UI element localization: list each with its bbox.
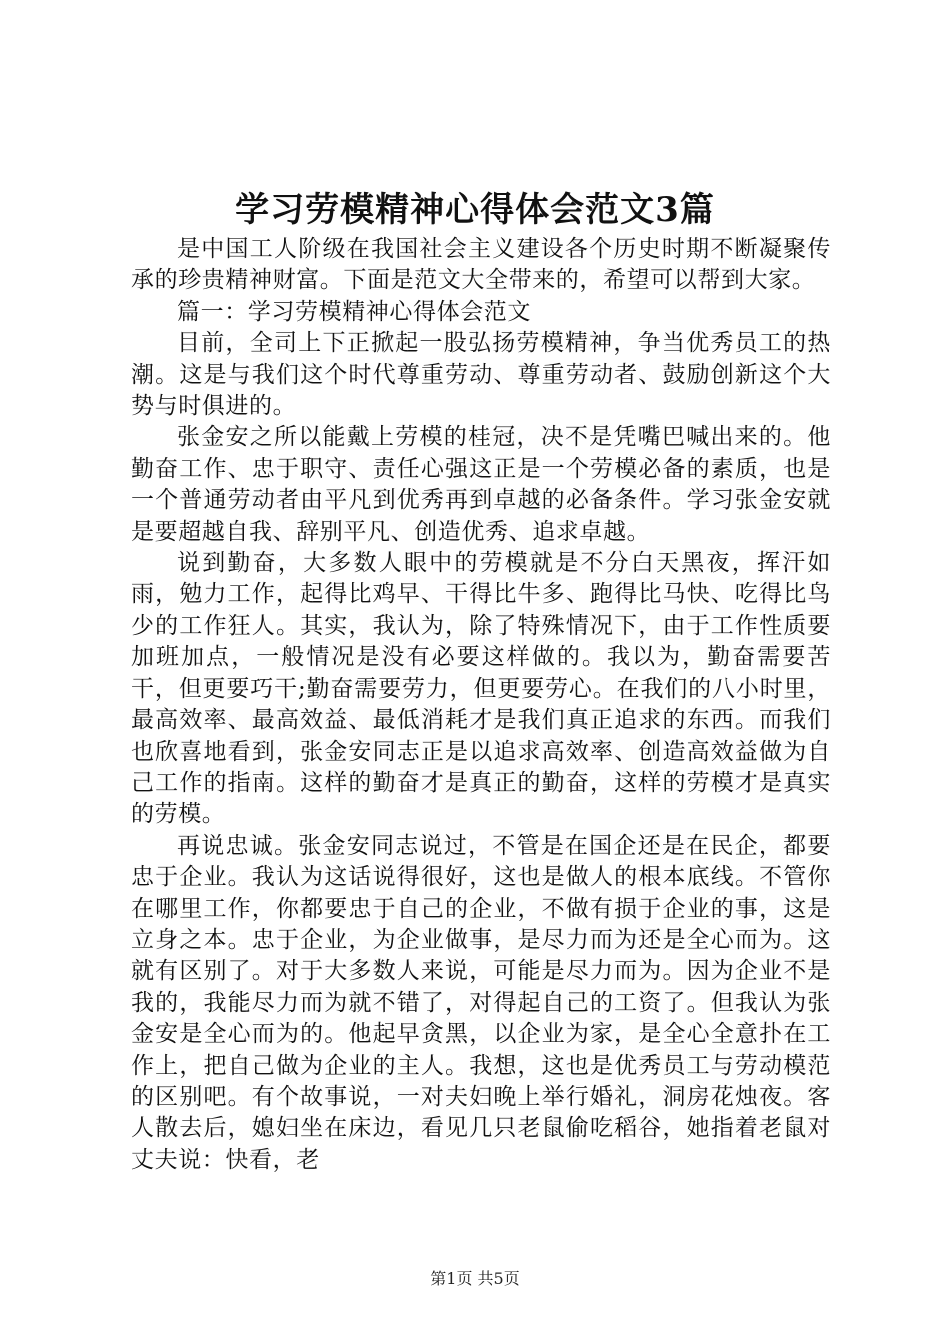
document-body: [131, 234, 831, 1176]
page-number-footer: 第1页 共5页: [430, 1269, 520, 1288]
paragraph-intro: 是中国工人阶级在我国社会主义建设各个历史时期不断凝聚传承的珍贵精神财富。下面是范文大全带来的，希望可以帮到大家。: [131, 236, 831, 294]
paragraph: 再说忠诚。张金安同志说过，不管是在国企还是在民企，都要忠于企业。我认为这话说得很好，这也是做人的根本底线。不管你在哪里工作，你都要忠于自己的企业，不做有损于企业的事，这是立身之本。忠于企业，为企业做事，是尽力而为还是全心而为。这就有区别了。对于大多数人来说，可能是尽力而为。因为企业不是我的，我能尽力而为就不错了，对得起自己的工资了。但我认为张金安是全心而为的。他起早贪黑，以企业为家，是全心全意扑在工作上，把自己做为企业的主人。我想，这也是优秀员工与劳动模范的区别吧。有个故事说，一对夫妇晚上举行婚礼，洞房花烛夜。客人散去后，媳妇坐在床边，看见几只老鼠偷吃稻谷，她指着老鼠对丈夫说：快看，老: [131, 832, 831, 1173]
paragraph: 说到勤奋，大多数人眼中的劳模就是不分白天黑夜，挥汗如雨，勉力工作，起得比鸡早、干得比牛多、跑得比马快、吃得比鸟少的工作狂人。其实，我认为，除了特殊情况下，由于工作性质要加班加点，一般情况是没有必要这样做的。我以为，勤奋需要苦干，但更要巧干;勤奋需要劳力，但更要劳心。在我们的八小时里，最高效率、最高效益、最低消耗才是我们真正追求的东西。而我们也欣喜地看到，张金安同志正是以追求高效率、创造高效益做为自己工作的指南。这样的勤奋才是真正的勤奋，这样的劳模才是真实的劳模。: [131, 550, 831, 828]
paragraph: 目前，全司上下正掀起一股弘扬劳模精神，争当优秀员工的热潮。这是与我们这个时代尊重劳动、尊重劳动者、鼓励创新这个大势与时俱进的。: [131, 330, 831, 420]
document-title: 学习劳模精神心得体会范文3篇: [235, 190, 715, 230]
paragraph: 张金安之所以能戴上劳模的桂冠，决不是凭嘴巴喊出来的。他勤奋工作、忠于职守、责任心强这正是一个劳模必备的素质，也是一个普通劳动者由平凡到优秀再到卓越的必备条件。学习张金安就是要超越自我、辞别平凡、创造优秀、追求卓越。: [131, 424, 831, 545]
paragraph-section-heading: 篇一：学习劳模精神心得体会范文: [177, 298, 531, 325]
